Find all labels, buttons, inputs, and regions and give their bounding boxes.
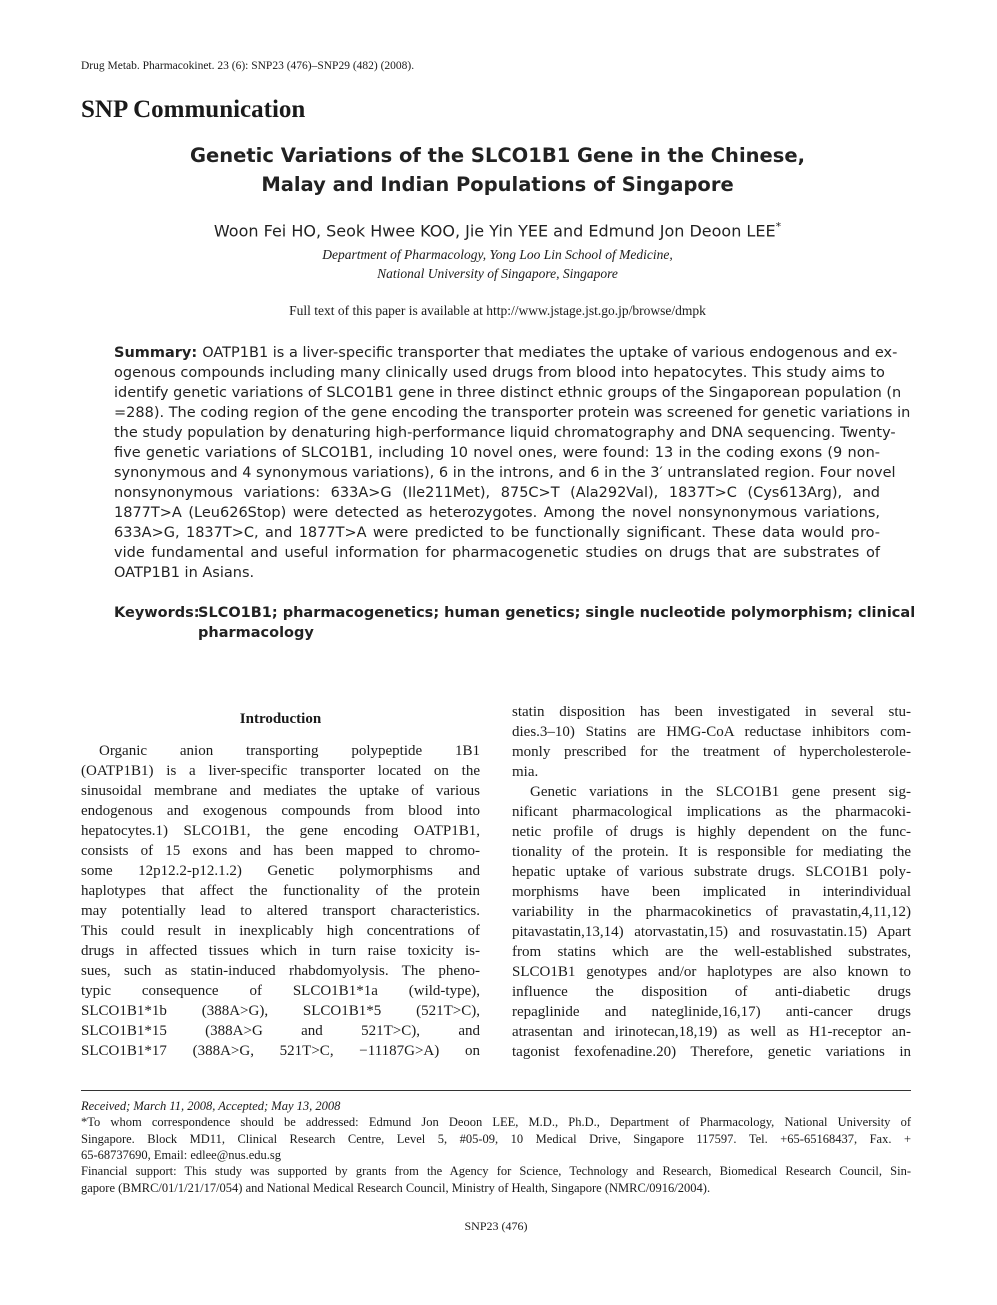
body-line: Genetic variations in the SLCO1B1 gene present sig- — [530, 784, 911, 800]
financial-line: gapore (BMRC/01/1/21/17/054) and National Medical Research Council, Ministry of Health, Singapore (NMRC/0916/2004). — [81, 1180, 711, 1195]
body-line: This could result in inexplicably high concentrations of — [81, 923, 480, 939]
received-dates: Received; March 11, 2008, Accepted; May 13, 2008 — [81, 1099, 341, 1113]
correspondence-line: Singapore. Block MD11, Clinical Research Centre, Level 5, #05-09, 10 Medical Drive, Singapore 117597. Tel. +65-65168437, Fax. + — [81, 1131, 911, 1146]
body-line: SLCO1B1*17 (388A>G, 521T>C, −11187G>A) on — [81, 1043, 480, 1059]
summary-label: Summary: — [114, 345, 203, 361]
corresponding-author-marker: * — [775, 220, 782, 233]
body-line: sues, such as statin-induced rhabdomyolysis. The pheno- — [81, 963, 480, 979]
summary-line: 633A>G, 1837T>C, and 1877T>A were predicted to be functionally significant. These data would pro- — [114, 525, 880, 541]
summary-line — [114, 343, 898, 363]
body-line: netic profile of drugs is highly dependent on the func- — [512, 824, 911, 840]
affiliation-line-2: National University of Singapore, Singapore — [377, 266, 618, 281]
body-line: Organic anion transporting polypeptide 1B1 — [99, 743, 480, 759]
summary-line: identify genetic variations of SLCO1B1 gene in three distinct ethnic groups of the Singaporean population (n — [114, 385, 902, 401]
footnote-divider — [81, 1090, 911, 1091]
paper-title-line-2: Malay and Indian Populations of Singapore — [261, 173, 734, 196]
body-line: (OATP1B1) is a liver-specific transporter located on the — [81, 763, 480, 779]
body-line: nificant pharmacological implications as the pharmacoki- — [512, 804, 911, 820]
financial-line: Financial support: This study was supported by grants from the Agency for Science, Technology and Research, Biomedical Research Council, Sin- — [81, 1164, 911, 1178]
summary-line: vide fundamental and useful information for pharmacogenetic studies on drugs that are substrates of — [114, 545, 880, 561]
body-line: morphisms have been implicated in interindividual — [512, 884, 911, 900]
journal-citation: Drug Metab. Pharmacokinet. 23 (6): SNP23 (476)–SNP29 (482) (2008). — [81, 60, 415, 72]
summary-line: five genetic variations of SLCO1B1, including 10 novel ones, were found: 13 in the coding exons (9 non- — [114, 445, 880, 461]
page-number: SNP23 (476) — [464, 1219, 528, 1233]
body-line: tagonist fexofenadine.20) Therefore, genetic variations in — [512, 1044, 911, 1060]
introduction-heading: Introduction — [239, 711, 322, 727]
correspondence-footnote — [81, 1114, 911, 1164]
body-line: drugs in affected tissues which in turn raise toxicity is- — [81, 943, 480, 959]
correspondence-line: 65-68737690, Email: edlee@nus.edu.sg — [81, 1148, 282, 1162]
body-line: from statins which are the well-established substrates, — [512, 944, 911, 960]
body-line: statin disposition has been investigated in several stu- — [512, 704, 911, 720]
body-line: tionality of the protein. It is responsible for mediating the — [512, 844, 911, 860]
summary-line: nonsynonymous variations: 633A>G (Ile211Met), 875C>T (Ala292Val), 1837T>C (Cys613Arg), and — [114, 485, 880, 501]
summary-line: ogenous compounds including many clinically used drugs from blood into hepatocytes. This study aims to — [114, 365, 885, 381]
section-label: SNP Communication — [81, 96, 306, 123]
body-line: mia. — [512, 764, 539, 780]
body-line: dies.3–10) Statins are HMG-CoA reductase inhibitors com- — [512, 724, 911, 740]
body-line: may potentially lead to altered transport characteristics. — [81, 903, 480, 919]
body-line: repaglinide and nateglinide,16,17) anti-cancer drugs — [512, 1004, 911, 1020]
body-line: SLCO1B1*1b (388A>G), SLCO1B1*5 (521T>C), — [81, 1003, 480, 1019]
body-column-right — [512, 702, 911, 1062]
body-line: hepatic uptake of various substrate drugs. SLCO1B1 poly- — [512, 864, 911, 880]
body-line: SLCO1B1 genotypes and/or haplotypes are also known to — [512, 964, 911, 980]
paper-title-line-1: Genetic Variations of the SLCO1B1 Gene in the Chinese, — [190, 144, 805, 167]
summary-line: 1877T>A (Leu626Stop) were detected as heterozygotes. Among the novel nonsynonymous variations, — [114, 505, 880, 521]
body-line: consists of 15 exons and has been mapped to chromo- — [81, 843, 480, 859]
body-line: variability in the pharmacokinetics of pravastatin,4,11,12) — [512, 904, 911, 920]
body-line: hepatocytes.1) SLCO1B1, the gene encoding OATP1B1, — [81, 823, 480, 839]
body-line: influence the disposition of anti-diabetic drugs — [512, 984, 911, 1000]
summary-block — [114, 343, 911, 583]
summary-line: OATP1B1 in Asians. — [114, 565, 255, 581]
keywords-line: SLCO1B1; pharmacogenetics; human genetics; single nucleotide polymorphism; clinical — [198, 605, 916, 621]
body-line: pitavastatin,13,14) atorvastatin,15) and rosuvastatin.15) Apart — [512, 924, 911, 940]
correspondence-line: *To whom correspondence should be addressed: Edmund Jon Deoon LEE, M.D., Ph.D., Department of Pharmacology, National University of — [81, 1115, 911, 1129]
affiliation-line-1: Department of Pharmacology, Yong Loo Lin School of Medicine, — [322, 247, 673, 262]
body-line: atrasentan and irinotecan,18,19) as well as H1-receptor an- — [512, 1024, 911, 1040]
summary-line: synonymous and 4 synonymous variations), 6 in the introns, and 6 in the 3′ untranslated region. Four novel — [114, 465, 896, 481]
author-list — [90, 220, 905, 240]
summary-text: OATP1B1 is a liver-specific transporter that mediates the uptake of various endogenous and ex- — [202, 345, 898, 361]
body-line: haplotypes that affect the functionality of the protein — [81, 883, 480, 899]
author-names: Woon Fei HO, Seok Hwee KOO, Jie Yin YEE and Edmund Jon Deoon LEE — [213, 221, 776, 241]
body-line: typic consequence of SLCO1B1*1a (wild-type), — [81, 983, 480, 999]
body-line: endogenous and exogenous compounds from blood into — [81, 803, 480, 819]
body-column-left — [81, 741, 480, 1061]
summary-line: the study population by denaturing high-performance liquid chromatography and DNA sequencing. Twenty- — [114, 425, 896, 441]
keywords-line: pharmacology — [198, 625, 314, 641]
keywords-list — [198, 603, 916, 643]
full-text-note: Full text of this paper is available at http://www.jstage.jst.go.jp/browse/dmpk — [289, 303, 706, 318]
body-line: SLCO1B1*15 (388A>G and 521T>C), and — [81, 1023, 480, 1039]
body-line: sinusoidal membrane and mediates the uptake of various — [81, 783, 480, 799]
keywords-label: Keywords: — [114, 605, 200, 621]
summary-line: =288). The coding region of the gene encoding the transporter protein was screened for genetic variations in — [114, 405, 911, 421]
body-line: some 12p12.2-p12.1.2) Genetic polymorphisms and — [81, 863, 480, 879]
body-line: monly prescribed for the treatment of hypercholesterole- — [512, 744, 911, 760]
financial-support-footnote — [81, 1163, 911, 1196]
